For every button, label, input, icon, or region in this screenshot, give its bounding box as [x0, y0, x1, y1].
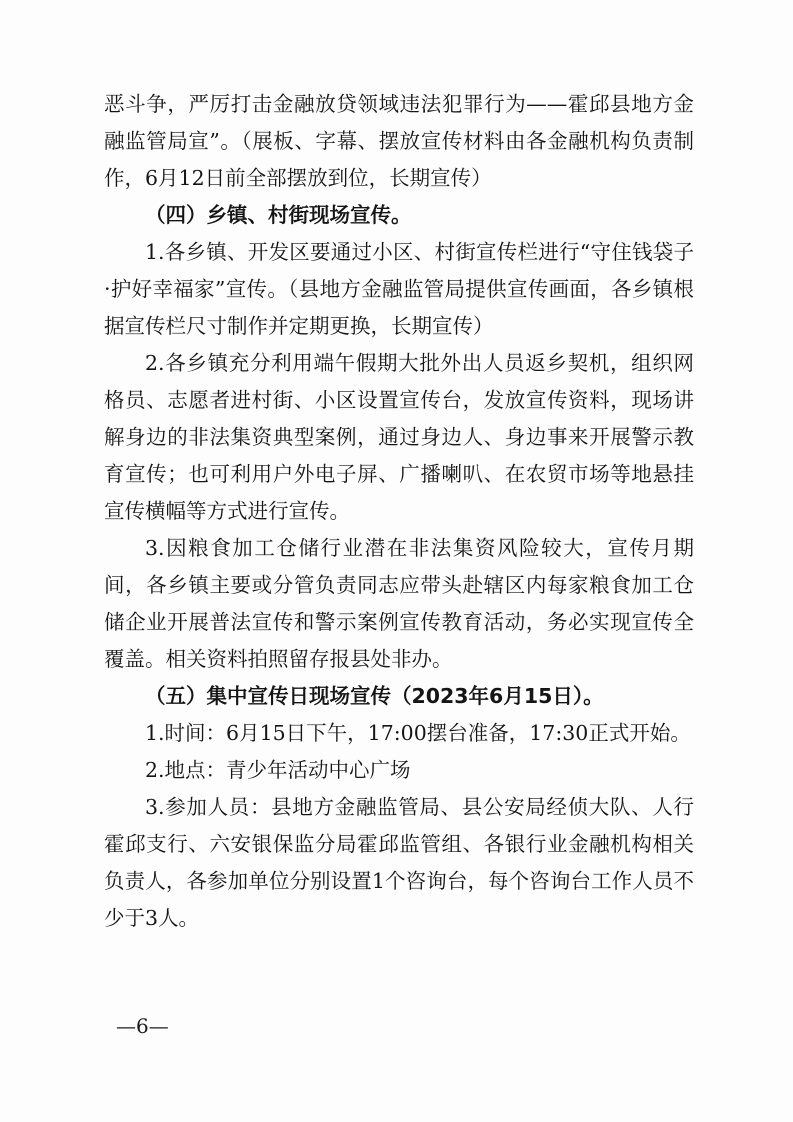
section-heading-four: （四）乡镇、村街现场宣传。 [145, 203, 412, 227]
document-body [104, 86, 694, 937]
paragraph-participants: 3.参加人员：县地方金融监管局、县公安局经侦大队、人行霍邱支行、六安银保监分局霍邱监管组、各银行业金融机构相关负责人，各参加单位分别设置1个咨询台，每个咨询台工作人员不少于3人。 [104, 795, 694, 930]
page-number: —6— [116, 1014, 169, 1038]
paragraph-location: 2.地点：青少年活动中心广场 [145, 758, 411, 782]
section-heading-five: （五）集中宣传日现场宣传（2023年6月15日）。 [145, 684, 604, 708]
paragraph-item-2: 2.各乡镇充分利用端午假期大批外出人员返乡契机，组织网格员、志愿者进村街、小区设置宣传台，发放宣传资料，现场讲解身边的非法集资典型案例，通过身边人、身边事来开展警示教育宣传；也可利用户外电子屏、广播喇叭、在农贸市场等地悬挂宣传横幅等方式进行宣传。 [104, 351, 694, 523]
paragraph-item-3: 3.因粮食加工仓储行业潜在非法集资风险较大，宣传月期间，各乡镇主要或分管负责同志应带头赴辖区内每家粮食加工仓储企业开展普法宣传和警示案例宣传教育活动，务必实现宣传全覆盖。相关资料拍照留存报县处非办。 [104, 536, 694, 671]
paragraph-time: 1.时间：6月15日下午，17:00摆台准备，17:30正式开始。 [145, 721, 691, 745]
paragraph-item-1: 1.各乡镇、开发区要通过小区、村街宣传栏进行“守住钱袋子·护好幸福家”宣传。（县地方金融监管局提供宣传画面，各乡镇根据宣传栏尺寸制作并定期更换，长期宣传） [104, 240, 694, 338]
paragraph-continuation: 恶斗争，严厉打击金融放贷领域违法犯罪行为——霍邱县地方金融监管局宣”。（展板、字幕、摆放宣传材料由各金融机构负责制作，6月12日前全部摆放到位，长期宣传） [104, 92, 694, 190]
